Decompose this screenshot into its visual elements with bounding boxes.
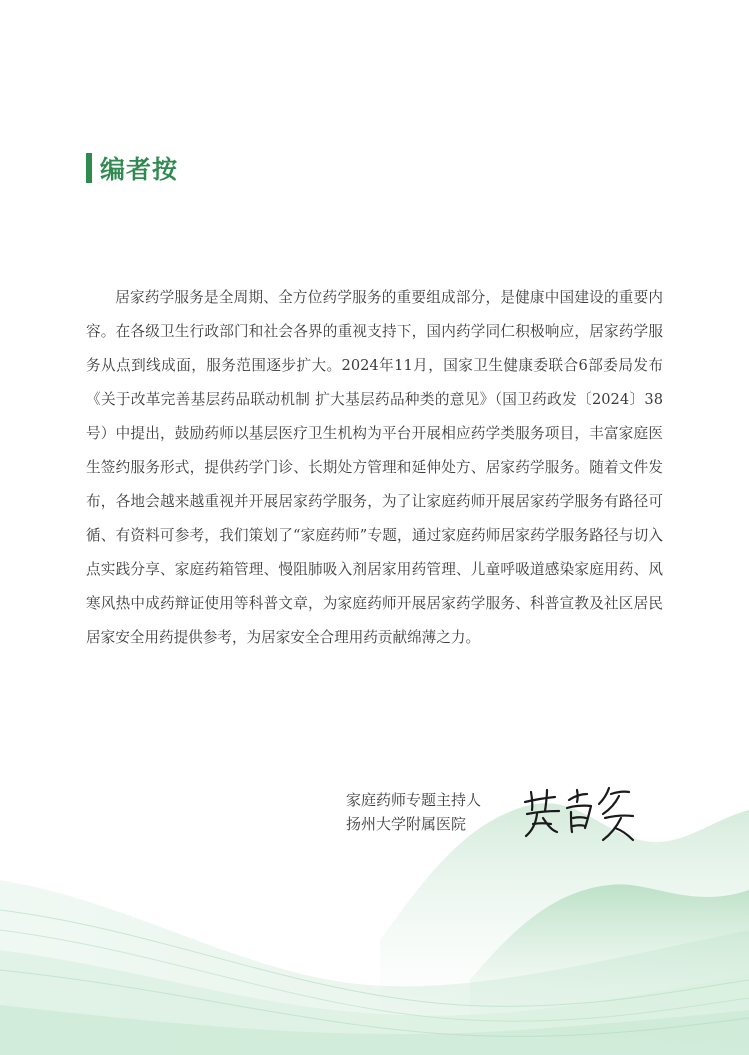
heading-accent-bar — [86, 153, 92, 183]
editor-note-heading — [86, 152, 178, 184]
editor-note-paragraph: 居家药学服务是全周期、全方位药学服务的重要组成部分，是健康中国建设的重要内容。在各级卫生行政部门和社会各界的重视支持下，国内药学同仁积极响应，居家药学服务从点到线成面，服务范围逐步扩大。2024年11月，国家卫生健康委联合6部委局发布《关于改革完善基层药品联动机制 扩大基层药品种类的意见》（国卫药政发〔2024〕38号）中提出，鼓励药师以基层医疗卫生机构为平台开展相应药学类服务项目，丰富家庭医生签约服务形式，提供药学门诊、长期处方管理和延伸处方、居家药学服务。随着文件发布，各地会越来越重视并开展居家药学服务，为了让家庭药师开展居家药学服务有路径可循、有资料可参考，我们策划了“家庭药师”专题，通过家庭药师居家药学服务路径与切入点实践分享、家庭药箱管理、慢阻肺吸入剂居家用药管理、儿童呼吸道感染家庭用药、风寒风热中成药辩证使用等科普文章，为家庭药师开展居家药学服务、科普宣教及社区居民居家安全用药提供参考，为居家安全合理用药贡献绵薄之力。 — [86, 289, 663, 646]
signature-institution: 扬州大学附属医院 — [346, 815, 467, 833]
signature-block — [346, 788, 481, 836]
handwritten-signature — [517, 780, 642, 848]
heading-title: 编者按 — [100, 155, 179, 184]
signature-role: 家庭药师专题主持人 — [346, 791, 482, 809]
